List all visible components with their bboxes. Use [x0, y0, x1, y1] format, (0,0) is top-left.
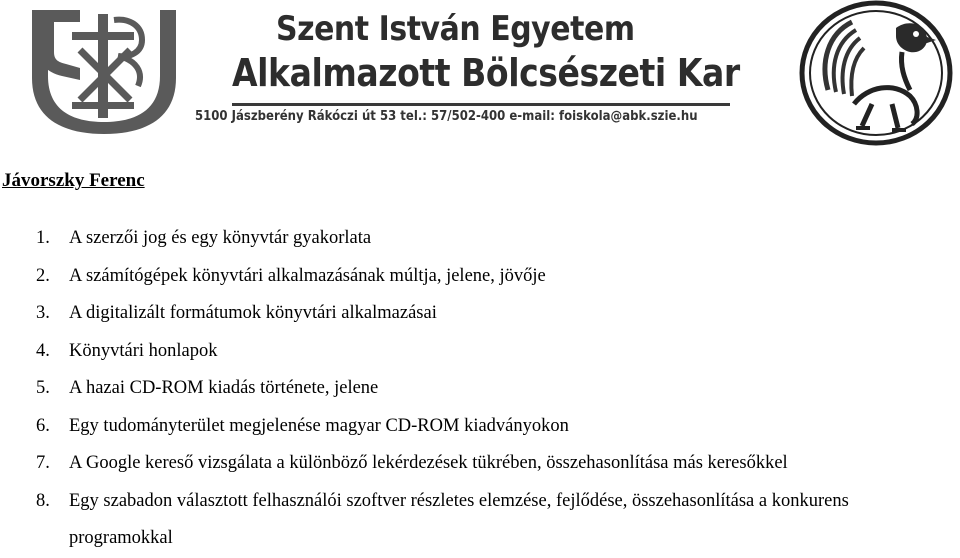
item-number: 5. [36, 378, 50, 398]
list-item [0, 220, 960, 258]
institution-name: Szent István Egyetem [276, 9, 635, 49]
list-item [0, 333, 960, 371]
item-number: 4. [36, 340, 50, 361]
letterhead [0, 0, 960, 150]
item-text: A Google kereső vizsgálata a különböző lekérdezések tükrében, összehasonlítása más keresőkkel [69, 453, 788, 473]
item-text: A digitalizált formátumok könyvtári alkalmazásai [69, 303, 437, 323]
list-item [0, 408, 960, 446]
item-number: 2. [36, 265, 50, 286]
item-number: 3. [36, 303, 50, 323]
faculty-name: Alkalmazott Bölcsészeti Kar [232, 51, 740, 95]
item-text: Egy tudományterület megjelenése magyar CD-ROM kiadványokon [69, 415, 569, 436]
item-number: 6. [36, 415, 50, 436]
item-text: A szerzői jog és egy könyvtár gyakorlata [69, 228, 372, 248]
item-text: A számítógépek könyvtári alkalmazásának múltja, jelene, jövője [69, 265, 546, 286]
university-emblem-icon [18, 6, 190, 136]
contact-address: 5100 Jászberény Rákóczi út 53 tel.: 57/502-400 e-mail: foiskola@abk.szie.hu [195, 109, 698, 124]
thesis-topic-list [0, 220, 960, 558]
item-text: Könyvtári honlapok [69, 340, 218, 361]
list-item [0, 370, 960, 408]
list-item [0, 445, 960, 483]
item-number: 8. [36, 490, 50, 511]
item-number: 7. [36, 453, 50, 473]
header-divider [232, 103, 730, 106]
item-text: A hazai CD-ROM kiadás története, jelene [69, 378, 379, 398]
item-text: Egy szabadon választott felhasználói szoftver részletes elemzése, fejlődése, összehasonlítása a konkurens programokkal [69, 490, 849, 548]
heraldic-griffin-seal-icon [798, 0, 954, 146]
list-item [0, 295, 960, 333]
item-number: 1. [36, 228, 50, 248]
list-item [0, 483, 960, 558]
list-item [0, 258, 960, 296]
author-name: Jávorszky Ferenc [2, 170, 145, 191]
